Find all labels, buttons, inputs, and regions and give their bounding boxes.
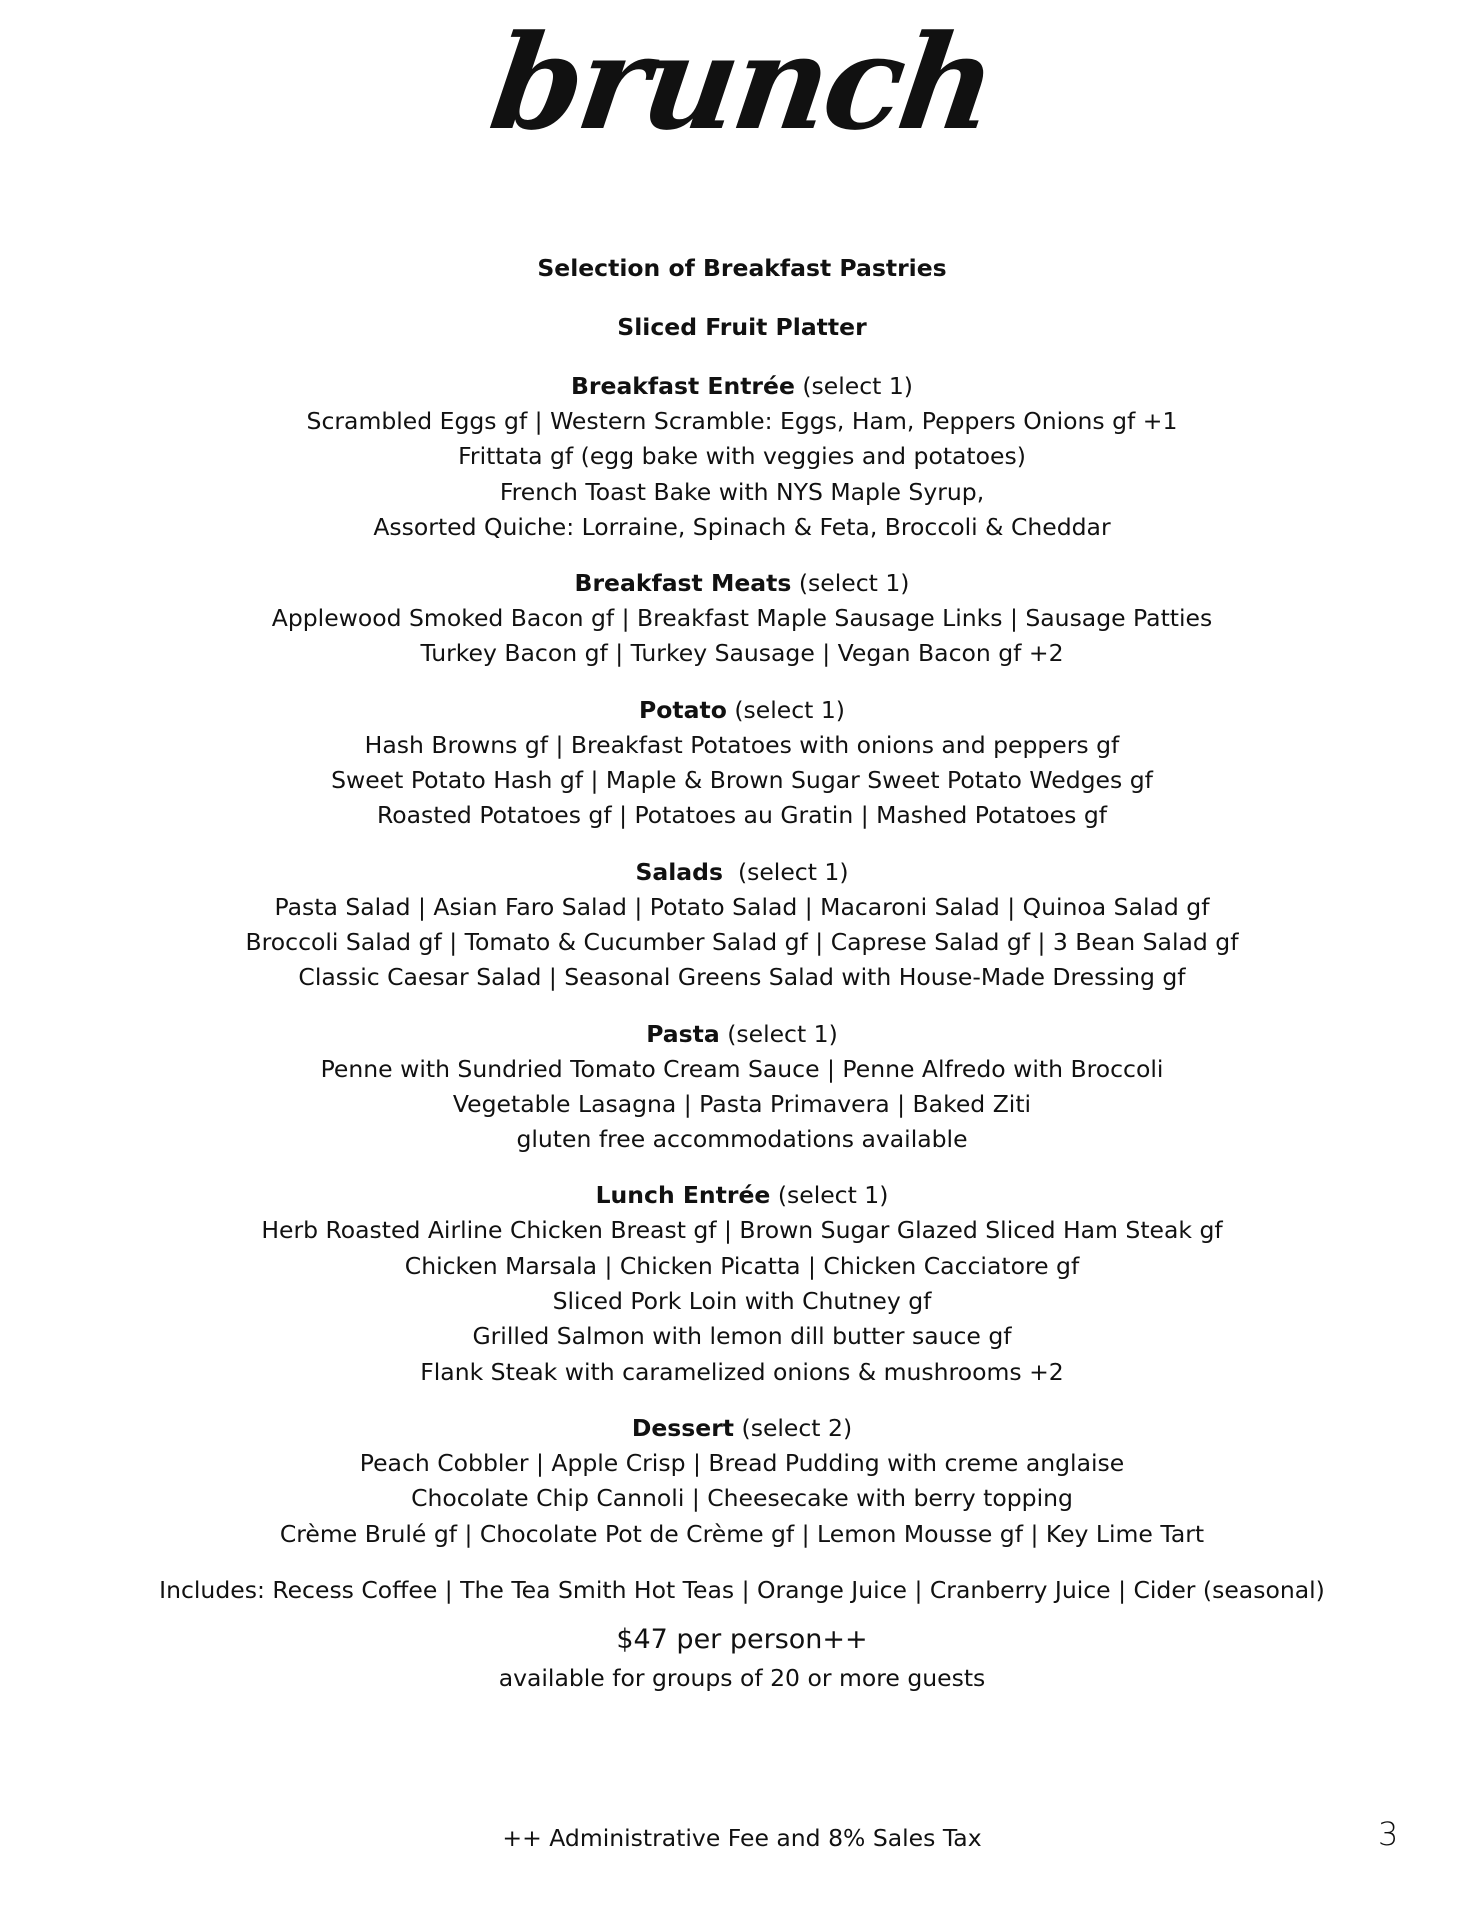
menu-line: Turkey Bacon gf | Turkey Sausage | Vegan Bacon gf +2: [420, 639, 1064, 668]
menu-line: Flank Steak with caramelized onions & mushrooms +2: [420, 1357, 1064, 1386]
menu-line: Sweet Potato Hash gf | Maple & Brown Sugar Sweet Potato Wedges gf: [331, 766, 1153, 795]
menu-line: gluten free accommodations available: [516, 1125, 968, 1154]
menu-line: Roasted Potatoes gf | Potatoes au Gratin | Mashed Potatoes gf: [376, 801, 1108, 830]
menu-line: Applewood Smoked Bacon gf | Breakfast Maple Sausage Links | Sausage Patties: [271, 604, 1213, 633]
section-heading: [0, 565, 1484, 601]
menu-line: Herb Roasted Airline Chicken Breast gf | Brown Sugar Glazed Sliced Ham Steak gf: [261, 1216, 1223, 1245]
section-breakfast-entree: [0, 368, 1484, 545]
section-heading: [0, 854, 1484, 890]
footer-note: ++ Administrative Fee and 8% Sales Tax: [502, 1824, 982, 1852]
page-number: 3: [1378, 1815, 1399, 1853]
menu-line: Grilled Salmon with lemon dill butter sauce gf: [472, 1322, 1012, 1351]
section-note: (select 1): [802, 372, 913, 400]
menu-line: Penne with Sundried Tomato Cream Sauce | Penne Alfredo with Broccoli: [320, 1054, 1164, 1083]
section-title: Potato: [639, 695, 727, 724]
section-title: Breakfast Entrée: [571, 372, 795, 400]
menu-line: Vegetable Lasagna | Pasta Primavera | Baked Ziti: [452, 1089, 1032, 1118]
section-heading: [0, 1016, 1484, 1052]
menu-line: Classic Caesar Salad | Seasonal Greens Salad with House-Made Dressing gf: [298, 963, 1186, 992]
includes-line: Includes: Recess Coffee | The Tea Smith Hot Teas | Orange Juice | Cranberry Juice | Cider (seasonal): [159, 1575, 1325, 1604]
menu-line: Assorted Quiche: Lorraine, Spinach & Feta, Broccoli & Cheddar: [373, 512, 1111, 541]
menu-line: Scrambled Eggs gf | Western Scramble: Eggs, Ham, Peppers Onions gf +1: [306, 407, 1178, 435]
section-note: (select 1): [737, 857, 849, 886]
menu-line: Hash Browns gf | Breakfast Potatoes with onions and peppers gf: [364, 730, 1120, 759]
menu-line: Crème Brulé gf | Chocolate Pot de Crème gf | Lemon Mousse gf | Key Lime Tart: [279, 1519, 1205, 1548]
section-heading: [0, 692, 1484, 728]
section-heading: [0, 368, 1484, 404]
section-salads: [0, 854, 1484, 996]
section-heading: [0, 1410, 1484, 1446]
standalone-item-fruit-platter: Sliced Fruit Platter: [617, 313, 867, 341]
menu-line: French Toast Bake with NYS Maple Syrup,: [499, 477, 985, 506]
section-heading: [0, 1177, 1484, 1213]
section-lunch-entree: [0, 1177, 1484, 1389]
menu-content: [0, 250, 1484, 1696]
menu-line: Sliced Pork Loin with Chutney gf: [552, 1287, 932, 1316]
section-title: Breakfast Meats: [574, 569, 792, 598]
section-note: (select 1): [777, 1181, 889, 1210]
availability-note: available for groups of 20 or more guests: [498, 1663, 986, 1692]
menu-line: Frittata gf (egg bake with veggies and potatoes): [458, 442, 1026, 471]
standalone-item-pastries: Selection of Breakfast Pastries: [537, 254, 947, 282]
page-title: brunch: [482, 6, 1002, 159]
section-note: (select 2): [741, 1413, 853, 1442]
price: $47 per person++: [616, 1623, 868, 1655]
menu-line: Pasta Salad | Asian Faro Salad | Potato Salad | Macaroni Salad | Quinoa Salad gf: [274, 892, 1210, 921]
section-potato: [0, 692, 1484, 834]
menu-line: Broccoli Salad gf | Tomato & Cucumber Salad gf | Caprese Salad gf | 3 Bean Salad gf: [245, 927, 1239, 956]
section-note: (select 1): [798, 569, 910, 598]
menu-line: Chicken Marsala | Chicken Picatta | Chicken Cacciatore gf: [404, 1251, 1080, 1280]
section-dessert: [0, 1410, 1484, 1552]
menu-line: Chocolate Chip Cannoli | Cheesecake with berry topping: [411, 1484, 1073, 1513]
section-breakfast-meats: [0, 565, 1484, 672]
section-note: (select 1): [727, 1019, 838, 1048]
section-title: Lunch Entrée: [595, 1181, 771, 1210]
menu-line: Peach Cobbler | Apple Crisp | Bread Pudding with creme anglaise: [359, 1448, 1125, 1477]
section-title: Dessert: [631, 1413, 735, 1442]
section-note: (select 1): [734, 695, 845, 724]
section-pasta: [0, 1016, 1484, 1158]
section-title: Salads: [635, 857, 723, 886]
section-title: Pasta: [646, 1019, 720, 1048]
